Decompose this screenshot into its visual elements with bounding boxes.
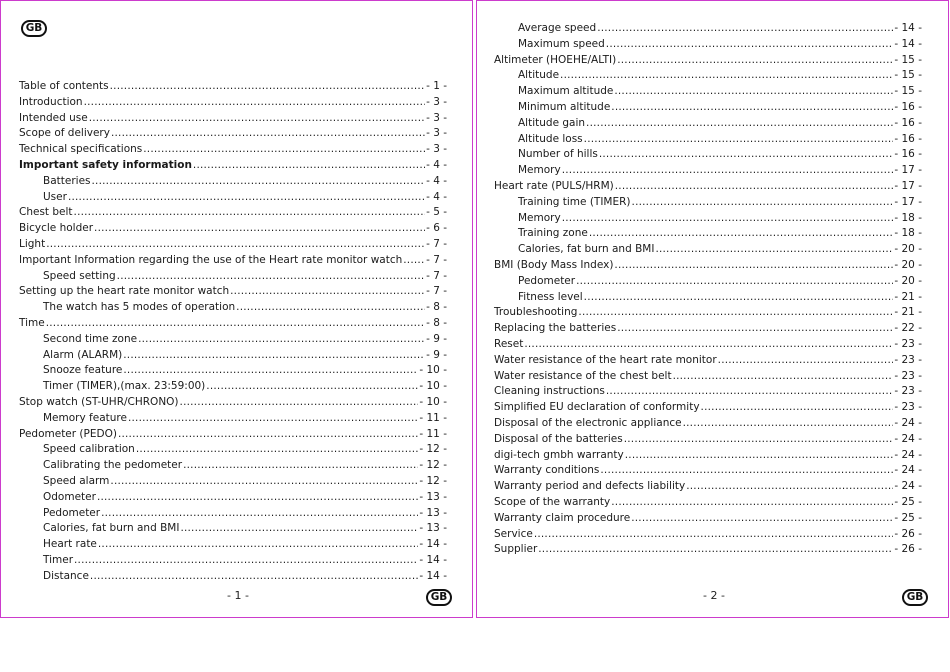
toc-entry-label: Warranty claim procedure	[494, 511, 631, 524]
toc-entry-page: - 24 -	[894, 464, 922, 477]
toc-dot-leader	[576, 274, 893, 288]
toc-entry-page: - 12 -	[419, 475, 447, 487]
toc-entry	[518, 274, 922, 288]
toc-entry-label: Bicycle holder	[19, 222, 94, 235]
toc-dot-leader	[117, 269, 425, 283]
toc-entry-page: - 22 -	[894, 322, 922, 335]
toc-entry	[43, 458, 447, 472]
toc-entry-label: Speed setting	[43, 269, 116, 282]
toc-entry-label: Maximum speed	[518, 37, 605, 50]
toc-entry-label: Disposal of the electronic appliance	[494, 417, 682, 429]
toc-entry	[518, 226, 922, 240]
left-page	[0, 0, 473, 618]
toc-entry	[518, 211, 922, 225]
toc-entry	[494, 479, 922, 493]
toc-entry-label: Introduction	[19, 95, 83, 108]
toc-entry-page: - 20 -	[894, 259, 922, 271]
toc-entry-page: - 21 -	[894, 306, 922, 319]
toc-entry	[19, 221, 447, 235]
toc-entry-page: - 15 -	[894, 53, 922, 66]
toc-entry-page: - 17 -	[894, 195, 922, 208]
toc-entry-page: - 17 -	[894, 180, 922, 192]
toc-entry-label: Light	[19, 238, 46, 250]
toc-entry-page: - 1 -	[426, 80, 447, 92]
toc-entry-label: Service	[494, 527, 533, 540]
toc-entry	[43, 521, 447, 535]
toc-entry-page: - 9 -	[426, 348, 447, 361]
toc-entry-page: - 3 -	[426, 111, 447, 124]
right-page	[476, 0, 949, 618]
toc-entry-page: - 16 -	[894, 116, 922, 129]
toc-entry	[19, 427, 447, 441]
toc-entry	[19, 142, 447, 156]
toc-entry	[518, 195, 922, 209]
toc-dot-leader	[718, 353, 894, 367]
toc-entry-label: Calories, fat burn and BMI	[43, 522, 180, 535]
toc-dot-leader	[193, 158, 425, 172]
toc-entry-page: - 20 -	[894, 243, 922, 256]
toc-dot-leader	[611, 100, 893, 114]
toc-entry	[43, 363, 447, 377]
toc-entry	[494, 258, 922, 272]
toc-entry-label: Stop watch (ST-UHR/CHRONO)	[19, 396, 179, 408]
toc-entry-page: - 10 -	[419, 380, 447, 393]
toc-entry	[19, 237, 447, 251]
toc-entry-page: - 11 -	[419, 427, 447, 440]
page-number: - 1 -	[227, 589, 249, 602]
toc-entry-label: Disposal of the batteries	[494, 432, 623, 445]
toc-entry-page: - 18 -	[894, 211, 922, 224]
toc-entry-label: Calibrating the pedometer	[43, 459, 183, 472]
toc-entry	[43, 474, 447, 488]
toc-entry-page: - 16 -	[894, 101, 922, 113]
toc-entry-label: Scope of the warranty	[494, 496, 611, 508]
toc-dot-leader	[180, 395, 419, 409]
toc-entry	[19, 158, 447, 172]
toc-entry	[19, 284, 447, 298]
toc-entry	[494, 495, 922, 509]
toc-entry-label: Warranty conditions	[494, 464, 600, 477]
toc-entry-page: - 8 -	[426, 317, 447, 329]
toc-entry-page: - 7 -	[426, 253, 447, 266]
toc-dot-leader	[111, 126, 425, 140]
toc-entry	[494, 305, 922, 319]
toc-entry	[494, 542, 922, 556]
toc-dot-leader	[143, 142, 425, 156]
toc-entry-page: - 24 -	[894, 480, 922, 493]
toc-entry-label: Memory	[518, 211, 561, 224]
toc-entry	[518, 84, 922, 98]
toc-entry	[43, 348, 447, 362]
toc-entry-label: Timer	[43, 554, 74, 566]
page-number: - 2 -	[703, 589, 725, 602]
toc-entry-label: Second time zone	[43, 332, 138, 345]
toc-dot-leader	[560, 68, 893, 82]
toc-entry-label: Altitude	[518, 69, 560, 82]
toc-entry-label: Number of hills	[518, 148, 598, 161]
toc-entry-label: Important Information regarding the use of the Heart rate monitor watch	[19, 253, 403, 266]
toc-entry-page: - 4 -	[426, 174, 447, 187]
toc-entry-page: - 24 -	[894, 432, 922, 445]
toc-entry-label: Minimum altitude	[518, 101, 611, 113]
toc-entry-page: - 13 -	[419, 522, 447, 535]
toc-entry-page: - 12 -	[419, 443, 447, 456]
toc-dot-leader	[686, 479, 893, 493]
toc-entry	[19, 79, 447, 93]
toc-entry	[494, 179, 922, 193]
toc-entry-label: Memory	[518, 164, 561, 177]
toc-entry-label: Training time (TIMER)	[518, 195, 631, 208]
toc-entry-page: - 15 -	[894, 85, 922, 98]
toc-entry-page: - 17 -	[894, 164, 922, 177]
toc-entry-page: - 25 -	[894, 511, 922, 524]
toc-entry	[19, 111, 447, 125]
toc-entry	[43, 332, 447, 346]
toc-dot-leader	[97, 490, 418, 504]
toc-dot-leader	[236, 300, 425, 314]
toc-dot-leader	[84, 95, 425, 109]
toc-entry-label: Speed alarm	[43, 475, 110, 487]
toc-entry-page: - 5 -	[426, 206, 447, 219]
toc-entry	[19, 126, 447, 140]
toc-entry-label: Replacing the batteries	[494, 322, 617, 335]
toc-entry-page: - 23 -	[894, 369, 922, 382]
toc-entry-label: Troubleshooting	[494, 306, 578, 319]
toc-dot-leader	[101, 506, 418, 520]
toc-entry	[43, 379, 447, 393]
toc-dot-leader	[180, 521, 418, 535]
toc-dot-leader	[632, 195, 894, 209]
toc-dot-leader	[673, 369, 894, 383]
toc-dot-leader	[94, 221, 425, 235]
toc-entry-label: Chest belt	[19, 206, 73, 219]
toc-dot-leader	[136, 442, 419, 456]
toc-entry	[494, 321, 922, 335]
toc-entry-label: Table of contents	[19, 80, 109, 92]
toc-entry-page: - 6 -	[426, 222, 447, 235]
toc-entry-label: Cleaning instructions	[494, 385, 605, 398]
toc-entry-page: - 18 -	[894, 227, 922, 240]
toc-entry	[518, 242, 922, 256]
toc-entry-label: Average speed	[518, 22, 597, 34]
toc-entry	[518, 290, 922, 304]
toc-entry-label: Pedometer	[43, 506, 101, 519]
toc-dot-leader	[586, 116, 893, 130]
toc-dot-leader	[110, 474, 418, 488]
toc-entry-page: - 25 -	[894, 496, 922, 508]
toc-entry-page: - 7 -	[426, 238, 447, 250]
toc-entry-page: - 14 -	[894, 22, 922, 34]
toc-entry-label: Intended use	[19, 111, 88, 124]
toc-entry-page: - 9 -	[426, 332, 447, 345]
toc-entry	[494, 384, 922, 398]
toc-dot-leader	[584, 290, 894, 304]
toc-entry-page: - 23 -	[894, 401, 922, 414]
toc-dot-leader	[92, 174, 426, 188]
toc-entry-page: - 4 -	[426, 190, 447, 203]
toc-entry-label: Scope of delivery	[19, 127, 110, 140]
toc-dot-leader	[206, 379, 418, 393]
toc-entry-page: - 24 -	[894, 448, 922, 461]
toc-entry-page: - 10 -	[419, 364, 447, 377]
toc-dot-leader	[183, 458, 418, 472]
toc-entry-label: Calories, fat burn and BMI	[518, 243, 655, 256]
toc-entry-page: - 14 -	[419, 538, 447, 551]
toc-entry-page: - 24 -	[894, 417, 922, 429]
toc-entry-label: Heart rate (PULS/HRM)	[494, 180, 614, 192]
toc-entry-label: Batteries	[43, 174, 91, 187]
toc-dot-leader	[123, 348, 425, 362]
toc-entry	[43, 411, 447, 425]
toc-dot-leader	[599, 147, 894, 161]
toc-dot-leader	[230, 284, 425, 298]
toc-entry	[494, 369, 922, 383]
toc-dot-leader	[584, 132, 894, 146]
toc-entry-label: Simplified EU declaration of conformity	[494, 401, 700, 414]
toc-entry	[494, 337, 922, 351]
toc-entry-label: digi-tech gmbh warranty	[494, 448, 624, 461]
toc-entry	[43, 490, 447, 504]
toc-dot-leader	[403, 253, 425, 267]
toc-dot-leader	[90, 569, 418, 583]
toc-entry	[494, 463, 922, 477]
toc-dot-leader	[538, 542, 893, 556]
toc-dot-leader	[617, 321, 893, 335]
toc-dot-leader	[614, 258, 893, 272]
toc-dot-leader	[655, 242, 893, 256]
gb-language-badge-bottom: GB	[426, 589, 452, 606]
toc-dot-leader	[701, 400, 894, 414]
toc-entry	[19, 395, 447, 409]
toc-entry	[518, 21, 922, 35]
toc-entry	[494, 432, 922, 446]
toc-entry-page: - 14 -	[419, 554, 447, 566]
toc-entry-page: - 7 -	[426, 269, 447, 282]
toc-entry-label: Reset	[494, 338, 524, 350]
toc-entry-label: Water resistance of the heart rate monitor	[494, 353, 717, 366]
toc-entry-page: - 20 -	[894, 274, 922, 287]
toc-entry-label: Distance	[43, 569, 89, 582]
toc-entry-label: Technical specifications	[19, 143, 143, 156]
toc-entry	[19, 316, 447, 330]
toc-dot-leader	[110, 79, 425, 93]
toc-entry-page: - 13 -	[419, 490, 447, 503]
toc-dot-leader	[118, 427, 418, 441]
toc-dot-leader	[74, 553, 418, 567]
toc-entry-label: Supplier	[494, 543, 538, 556]
toc-entry	[494, 416, 922, 430]
toc-entry-label: Altitude loss	[518, 132, 583, 145]
toc-entry-label: Training zone	[518, 227, 588, 240]
toc-entry-label: BMI (Body Mass Index)	[494, 259, 614, 271]
toc-entry-label: Altimeter (HOEHE/ALTI)	[494, 53, 617, 66]
toc-dot-leader	[600, 463, 893, 477]
toc-entry-page: - 3 -	[426, 143, 447, 156]
toc-entry	[43, 537, 447, 551]
toc-entry	[494, 53, 922, 67]
toc-entry-page: - 4 -	[426, 159, 447, 171]
toc-entry-page: - 16 -	[894, 132, 922, 145]
toc-entry-page: - 11 -	[419, 411, 447, 424]
toc-entry	[43, 300, 447, 314]
toc-dot-leader	[683, 416, 894, 430]
toc-entry-label: Alarm (ALARM)	[43, 348, 123, 361]
gb-language-badge-bottom: GB	[902, 589, 928, 606]
toc-entry-label: Altitude gain	[518, 116, 586, 129]
toc-entry-label: Fitness level	[518, 290, 583, 303]
toc-entry-page: - 14 -	[894, 37, 922, 50]
toc-dot-leader	[615, 179, 894, 193]
toc-dot-leader	[624, 432, 894, 446]
toc-entry-page: - 7 -	[426, 285, 447, 298]
toc-entry	[494, 353, 922, 367]
toc-dot-leader	[534, 527, 894, 541]
toc-dot-leader	[562, 163, 894, 177]
toc-entry-page: - 8 -	[426, 301, 447, 314]
toc-entry	[518, 37, 922, 51]
toc-dot-leader	[46, 237, 425, 251]
toc-dot-leader	[138, 332, 425, 346]
toc-entry-page: - 12 -	[419, 459, 447, 472]
toc-entry-page: - 15 -	[894, 69, 922, 82]
toc-entry-label: Water resistance of the chest belt	[494, 369, 672, 382]
toc-dot-leader	[524, 337, 893, 351]
toc-dot-leader	[128, 411, 418, 425]
toc-entry	[43, 506, 447, 520]
toc-entry-label: Pedometer (PEDO)	[19, 427, 117, 440]
toc-entry-label: Pedometer	[518, 274, 576, 287]
toc-entry	[19, 205, 447, 219]
toc-dot-leader	[625, 448, 894, 462]
toc-entry-label: Heart rate	[43, 538, 97, 551]
toc-entry	[518, 163, 922, 177]
toc-entry-label: Speed calibration	[43, 443, 135, 456]
toc-entry-page: - 23 -	[894, 353, 922, 366]
gb-language-badge-top: GB	[21, 20, 47, 37]
toc-dot-leader	[68, 190, 425, 204]
toc-entry	[494, 511, 922, 525]
toc-entry	[43, 442, 447, 456]
toc-entry	[494, 527, 922, 541]
toc-dot-leader	[597, 21, 893, 35]
toc-entry-label: Memory feature	[43, 411, 127, 424]
toc-entry-page: - 3 -	[426, 127, 447, 140]
toc-entry-label: Odometer	[43, 490, 96, 503]
toc-entry-label: Important safety information	[19, 159, 192, 171]
toc-dot-leader	[46, 316, 425, 330]
toc-entry-page: - 14 -	[419, 569, 447, 582]
toc-entry-page: - 13 -	[419, 506, 447, 519]
toc-dot-leader	[606, 37, 894, 51]
toc-dot-leader	[123, 363, 418, 377]
toc-dot-leader	[589, 226, 894, 240]
toc-dot-leader	[614, 84, 893, 98]
toc-entry	[518, 100, 922, 114]
toc-entry	[494, 400, 922, 414]
toc-entry-label: Setting up the heart rate monitor watch	[19, 285, 230, 298]
toc-entry-page: - 3 -	[426, 95, 447, 108]
toc-entry-label: Timer (TIMER),(max. 23:59:00)	[43, 380, 206, 393]
toc-entry-page: - 26 -	[894, 543, 922, 556]
toc-entry-page: - 16 -	[894, 148, 922, 161]
toc-entry	[518, 147, 922, 161]
toc-entry-page: - 23 -	[894, 338, 922, 350]
toc-entry-label: Warranty period and defects liability	[494, 480, 686, 493]
toc-entry-label: User	[43, 190, 67, 203]
toc-entry-page: - 10 -	[419, 396, 447, 408]
toc-dot-leader	[578, 305, 893, 319]
toc-entry-page: - 23 -	[894, 385, 922, 398]
toc-entry	[43, 553, 447, 567]
toc-dot-leader	[89, 111, 425, 125]
toc-entry	[518, 116, 922, 130]
toc-dot-leader	[74, 205, 426, 219]
toc-entry-page: - 21 -	[894, 290, 922, 303]
toc-entry	[19, 253, 447, 267]
toc-dot-leader	[98, 537, 418, 551]
toc-dot-leader	[631, 511, 893, 525]
toc-dot-leader	[606, 384, 894, 398]
toc-entry-label: Time	[19, 317, 45, 329]
toc-entry	[518, 132, 922, 146]
toc-entry-label: Snooze feature	[43, 364, 123, 377]
toc-entry	[43, 269, 447, 283]
toc-entry-label: The watch has 5 modes of operation	[43, 301, 236, 314]
toc-dot-leader	[617, 53, 893, 67]
toc-entry	[518, 68, 922, 82]
toc-dot-leader	[562, 211, 894, 225]
toc-entry	[19, 95, 447, 109]
toc-entry-label: Maximum altitude	[518, 85, 614, 98]
toc-dot-leader	[611, 495, 893, 509]
toc-entry-page: - 26 -	[894, 527, 922, 540]
toc-entry	[494, 448, 922, 462]
toc-entry	[43, 569, 447, 583]
toc-entry	[43, 190, 447, 204]
toc-entry	[43, 174, 447, 188]
